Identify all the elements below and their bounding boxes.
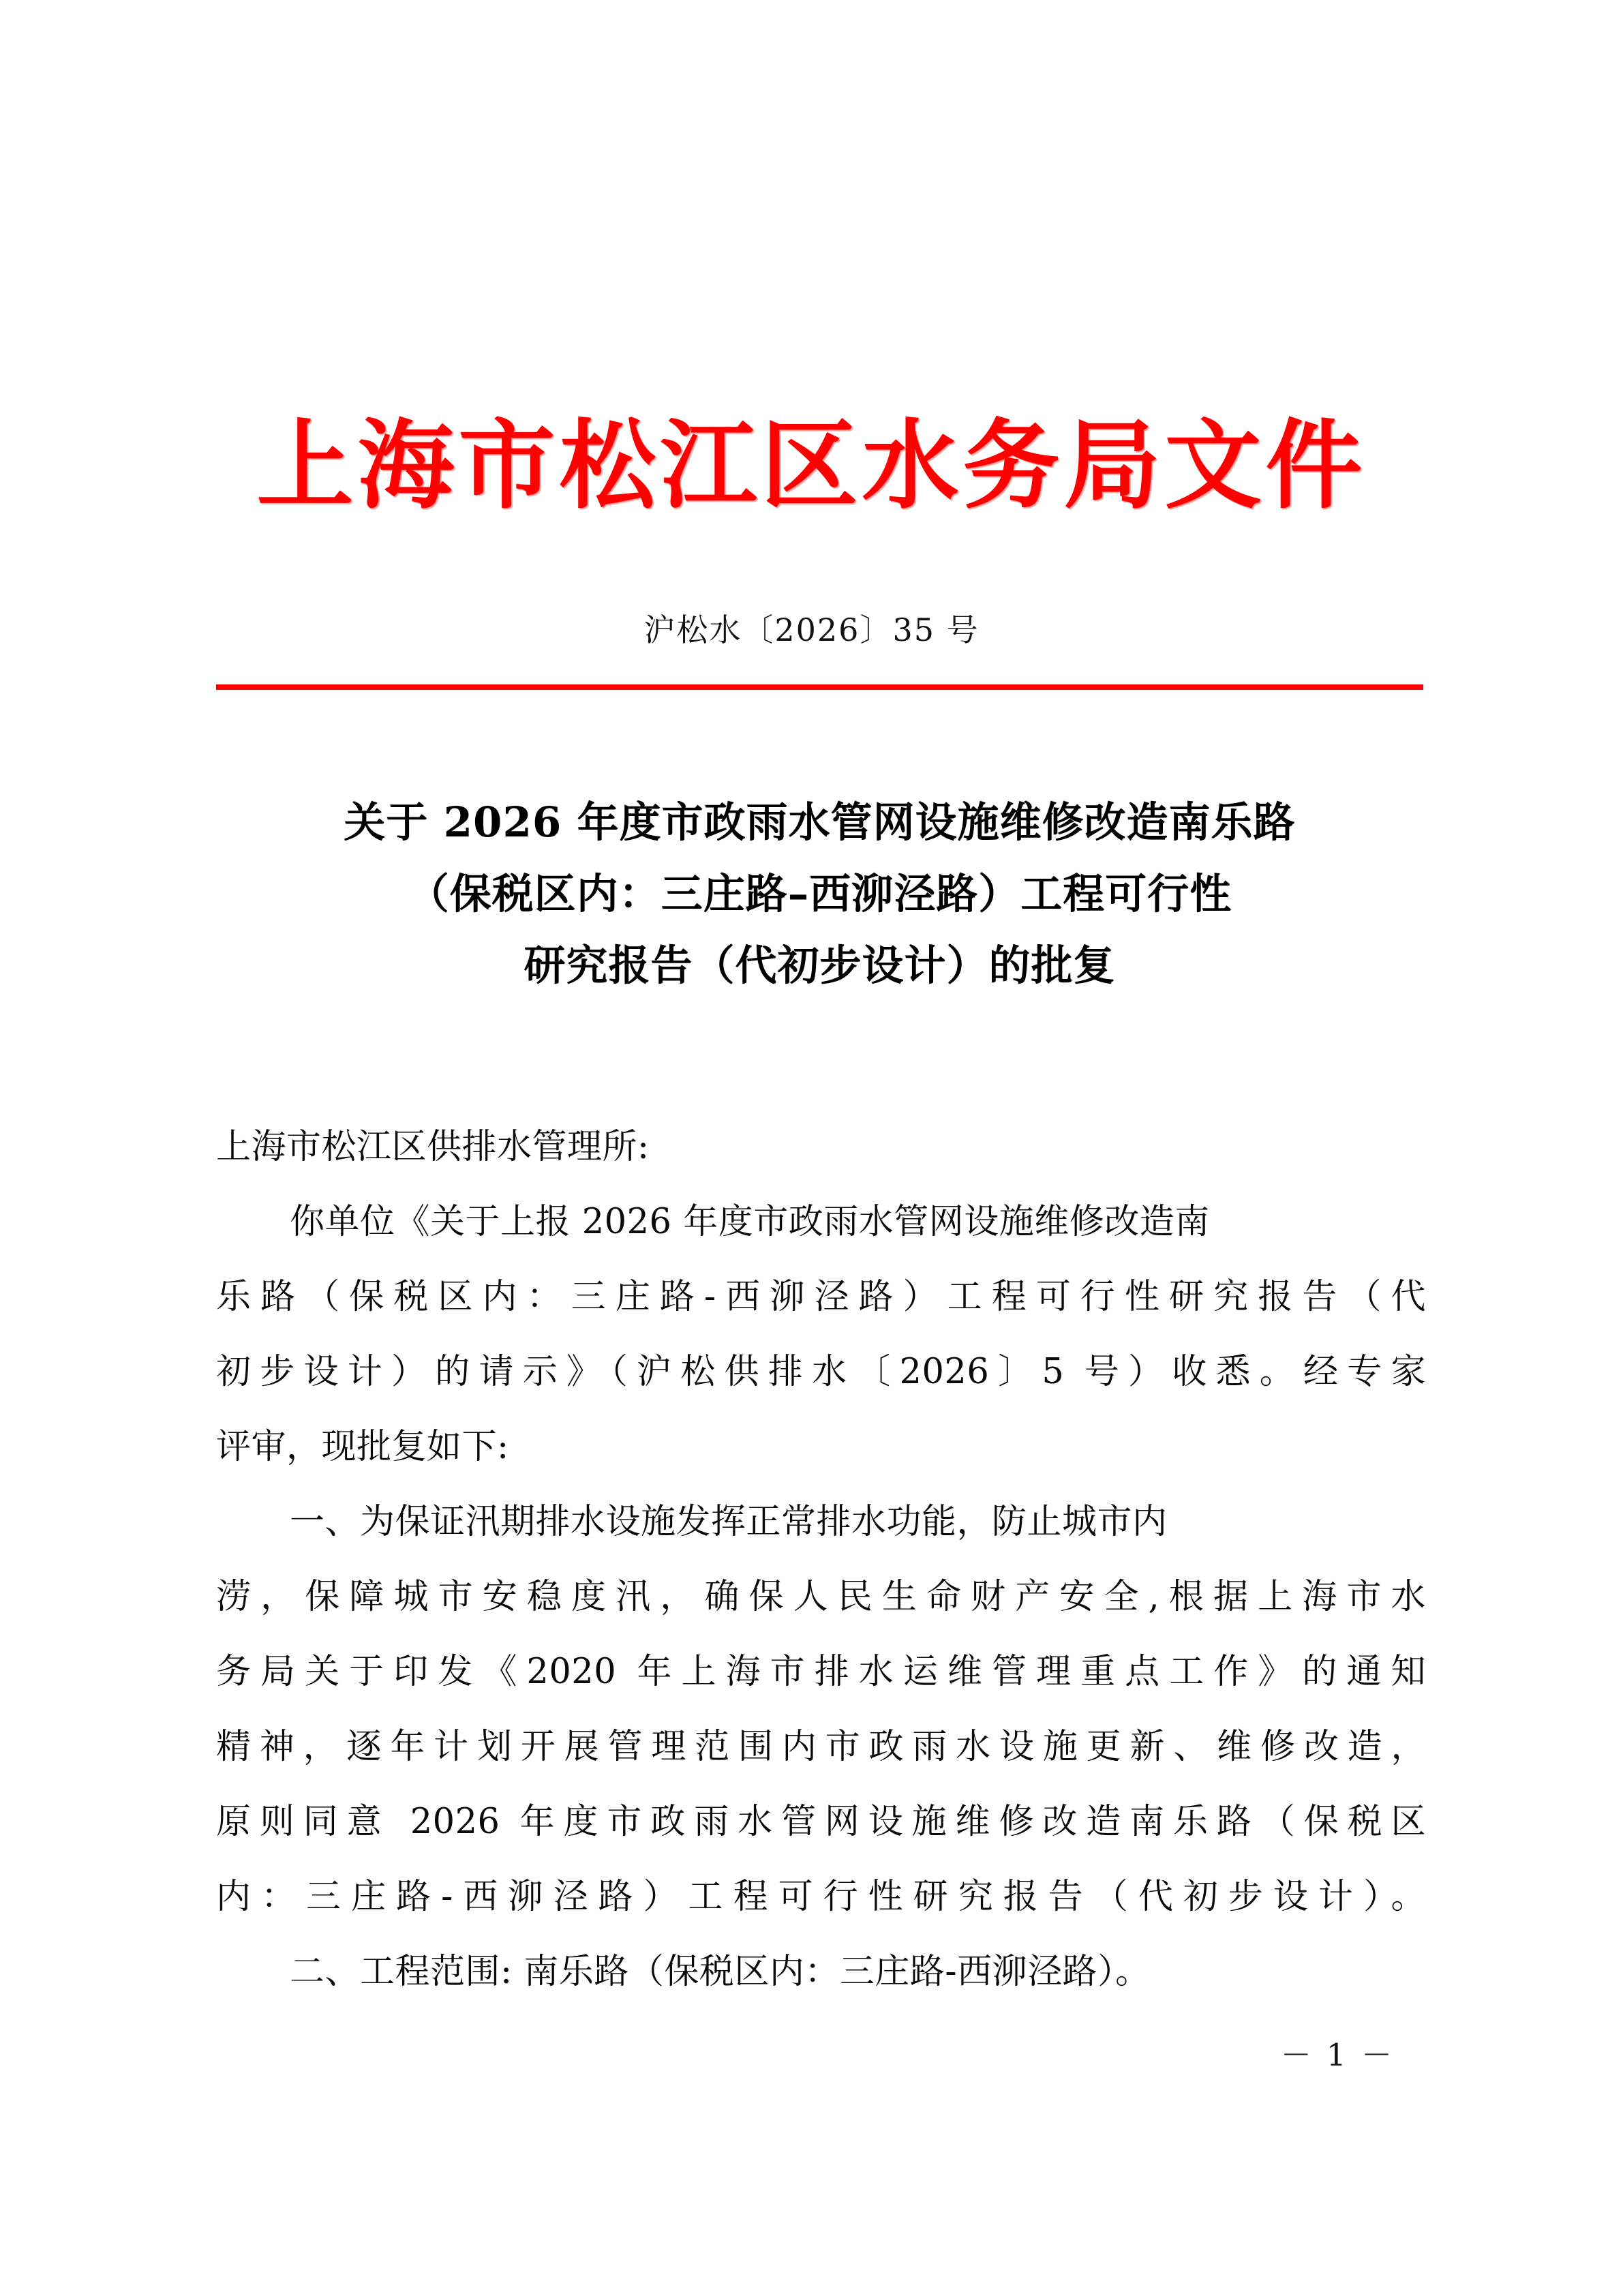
document-title xyxy=(216,787,1423,1002)
body-line: 一、为保证汛期排水设施发挥正常排水功能，防止城市内 xyxy=(290,1502,1168,1542)
body-line: 初步设计）的请示》（沪松供排水〔2026〕5 号）收悉。经专家 xyxy=(216,1352,1426,1392)
body-line: 精神，逐年计划开展管理范围内市政雨水设施更新、维修改造， xyxy=(216,1727,1426,1767)
page-number: － 1 － xyxy=(1280,2037,1395,2073)
body-line: 乐路（保税区内：三庄路-西泖泾路）工程可行性研究报告（代 xyxy=(216,1277,1426,1317)
document-title-line-2: （保税区内：三庄路–西泖泾路）工程可行性 xyxy=(407,869,1232,918)
masthead xyxy=(0,409,1623,522)
body-line: 内：三庄路-西泖泾路）工程可行性研究报告（代初步设计）。 xyxy=(216,1877,1426,1917)
body-line: 原则同意 2026 年度市政雨水管网设施维修改造南乐路（保税区 xyxy=(216,1802,1426,1842)
red-divider-rule xyxy=(216,684,1423,690)
body-line: 涝，保障城市安稳度汛，确保人民生命财产安全,根据上海市水 xyxy=(216,1577,1426,1617)
document-title-line-1: 关于 2026 年度市政雨水管网设施维修改造南乐路 xyxy=(344,798,1296,847)
body-line: 评审，现批复如下: xyxy=(216,1427,509,1467)
body-line: 二、工程范围: 南乐路（保税区内：三庄路-西泖泾路）。 xyxy=(290,1952,1151,1992)
body-line: 你单位《关于上报 2026 年度市政雨水管网设施维修改造南 xyxy=(290,1202,1210,1242)
document-title-line-3: 研究报告（代初步设计）的批复 xyxy=(524,941,1116,990)
issuing-authority-title: 上海市松江区水务局文件 xyxy=(256,409,1367,522)
body-line: 务局关于印发《2020 年上海市排水运维管理重点工作》的通知 xyxy=(216,1652,1426,1692)
recipient-line: 上海市松江区供排水管理所: xyxy=(216,1127,650,1167)
document-body xyxy=(216,1110,1426,2010)
document-number: 沪松水〔2026〕35 号 xyxy=(643,611,980,648)
